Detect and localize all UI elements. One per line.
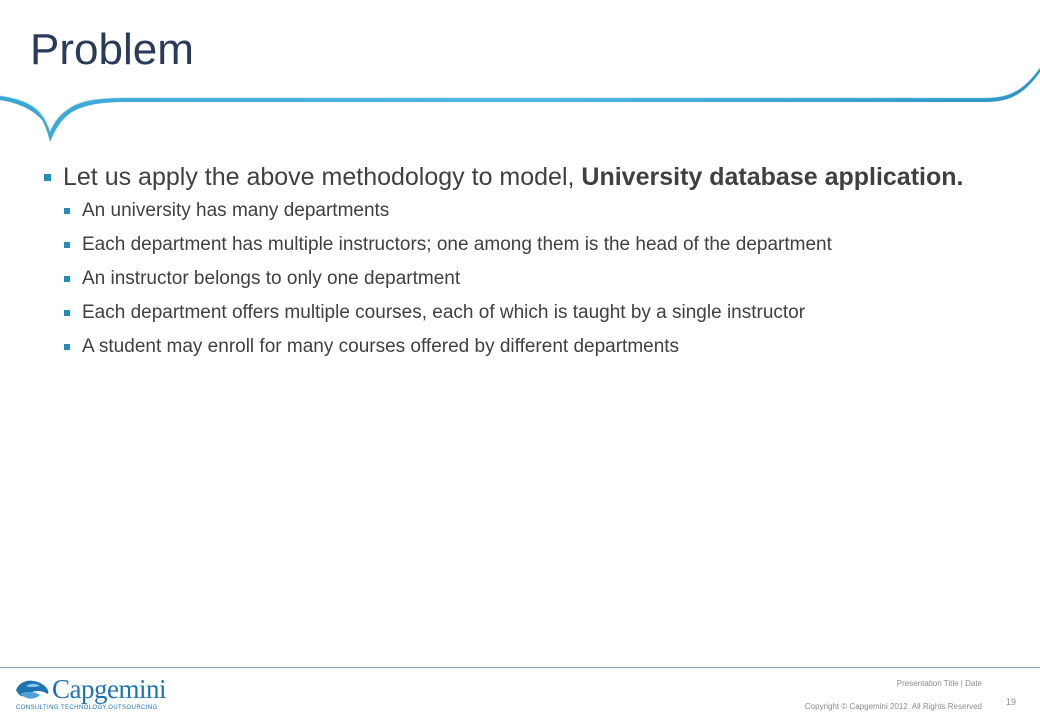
- logo-tagline: CONSULTING.TECHNOLOGY.OUTSOURCING: [16, 705, 158, 711]
- footer-presentation-title: Presentation Title | Date: [896, 679, 982, 688]
- sub-bullet-text: Each department has multiple instructors; one among them is the head of the department: [82, 234, 832, 255]
- sub-bullet-list: [44, 199, 1032, 365]
- main-bullet: [44, 162, 1032, 193]
- sub-bullet-text: Each department offers multiple courses, each of which is taught by a single instructor: [82, 302, 806, 323]
- slide-title: Problem: [30, 25, 194, 74]
- sub-bullet-text: An university has many departments: [82, 200, 390, 221]
- sub-bullet-item: [64, 335, 1032, 365]
- slide-content: [44, 162, 1032, 365]
- square-bullet-icon: [64, 276, 70, 282]
- main-bullet-text: [63, 162, 1032, 193]
- sub-bullet-item: [64, 233, 1032, 267]
- square-bullet-icon: [64, 344, 70, 350]
- square-bullet-icon: [44, 174, 51, 181]
- sub-bullet-text: A student may enroll for many courses offered by different departments: [82, 336, 680, 357]
- sub-bullet-item: [64, 301, 1032, 335]
- footer-copyright: Copyright © Capgemini 2012. All Rights Reserved: [804, 702, 982, 711]
- square-bullet-icon: [64, 242, 70, 248]
- footer-divider: [0, 667, 1040, 668]
- square-bullet-icon: [64, 208, 70, 214]
- main-bullet-bold-text: University database application.: [581, 163, 964, 191]
- sub-bullet-text: An instructor belongs to only one department: [82, 268, 461, 289]
- page-number: 19: [1006, 697, 1017, 707]
- capgemini-logo: [14, 674, 164, 714]
- spade-logo-icon: [14, 676, 50, 704]
- sub-bullet-item: [64, 199, 1032, 233]
- main-bullet-plain-text: Let us apply the above methodology to model,: [63, 163, 582, 191]
- sub-bullet-item: [64, 267, 1032, 301]
- logo-wordmark: Capgemini: [52, 674, 166, 704]
- square-bullet-icon: [64, 310, 70, 316]
